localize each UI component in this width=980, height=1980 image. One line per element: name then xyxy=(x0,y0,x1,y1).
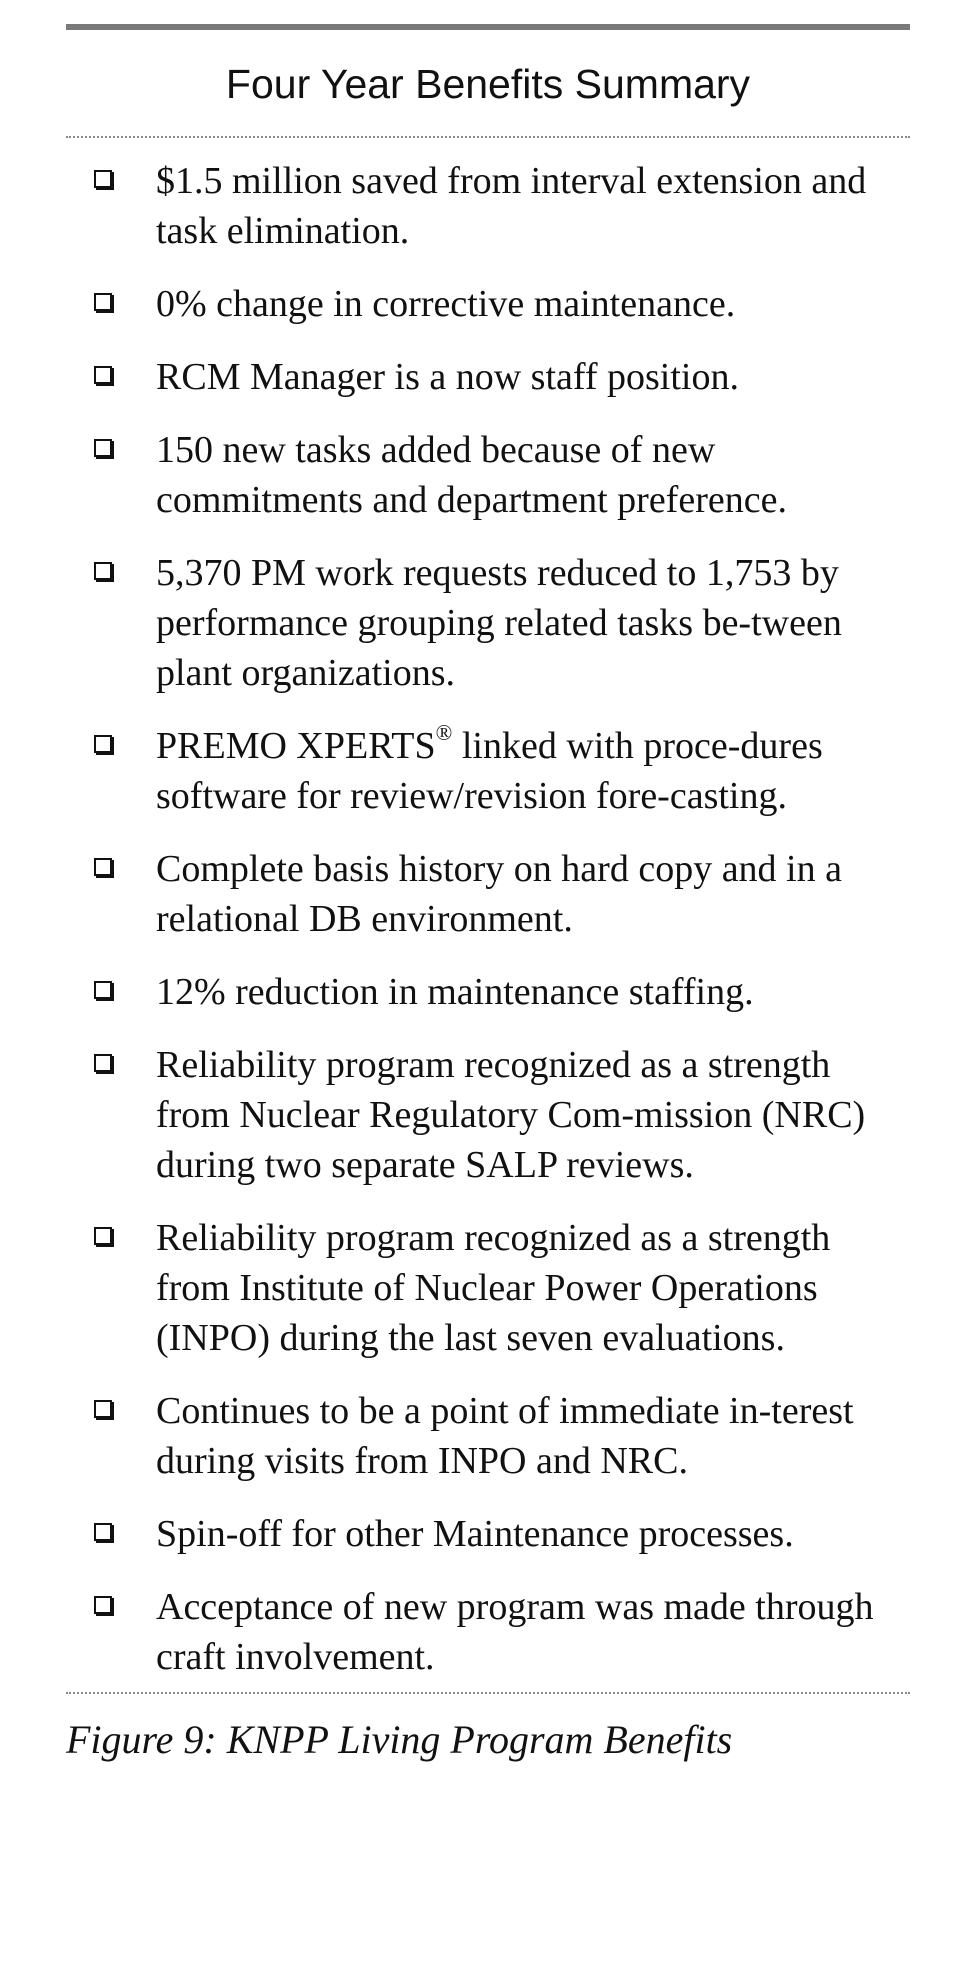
checkbox-bullet-icon xyxy=(94,1400,112,1418)
checkbox-bullet-icon xyxy=(94,439,112,457)
title-divider xyxy=(66,136,910,138)
list-item xyxy=(66,1582,910,1682)
list-item-text: Reliability program recognized as a strength from Nuclear Regulatory Com-mission (NRC) during two separate SALP reviews. xyxy=(156,1044,866,1186)
list-item xyxy=(66,1213,910,1363)
checkbox-bullet-icon xyxy=(94,1523,112,1541)
list-item-text: Continues to be a point of immediate in-terest during visits from INPO and NRC. xyxy=(156,1390,854,1482)
checkbox-bullet-icon xyxy=(94,1054,112,1072)
list-item xyxy=(66,844,910,944)
list-item-text: 5,370 PM work requests reduced to 1,753 by performance grouping related tasks be-tween plant organizations. xyxy=(156,552,842,694)
list-item xyxy=(66,352,910,402)
list-item xyxy=(66,1509,910,1559)
checkbox-bullet-icon xyxy=(94,981,112,999)
list-item-text xyxy=(156,721,896,821)
checkbox-bullet-icon xyxy=(94,858,112,876)
figure-caption: Figure 9: KNPP Living Program Benefits xyxy=(66,1717,733,1762)
list-item-text: 12% reduction in maintenance staffing. xyxy=(156,971,754,1013)
list-item-text: 0% change in corrective maintenance. xyxy=(156,283,736,325)
list-item-text: Complete basis history on hard copy and in a relational DB environment. xyxy=(156,848,842,940)
premo-xperts-rest: linked with proce-dures software for review/revision fore-casting. xyxy=(156,725,823,817)
benefits-list xyxy=(66,156,910,1682)
checkbox-bullet-icon xyxy=(94,735,112,753)
checkbox-bullet-icon xyxy=(94,170,112,188)
list-item-text: Reliability program recognized as a strength from Institute of Nuclear Power Operations (INPO) during the last seven evaluations. xyxy=(156,1217,831,1359)
checkbox-bullet-icon xyxy=(94,1596,112,1614)
top-rule xyxy=(66,24,910,30)
list-item-text: 150 new tasks added because of new commitments and department preference. xyxy=(156,429,787,521)
list-item-text: Acceptance of new program was made through craft involvement. xyxy=(156,1586,874,1678)
list-item xyxy=(66,1040,910,1190)
checkbox-bullet-icon xyxy=(94,366,112,384)
checkbox-bullet-icon xyxy=(94,1227,112,1245)
premo-xperts-label: PREMO XPERTS xyxy=(156,725,436,767)
bottom-divider xyxy=(66,1692,910,1694)
list-item xyxy=(66,156,910,256)
list-item xyxy=(66,721,910,821)
list-item xyxy=(66,425,910,525)
checkbox-bullet-icon xyxy=(94,562,112,580)
registered-mark: ® xyxy=(435,720,453,745)
list-item-text: RCM Manager is a now staff position. xyxy=(156,356,739,398)
list-item xyxy=(66,1386,910,1486)
list-item xyxy=(66,279,910,329)
list-item xyxy=(66,967,910,1017)
list-item-text: Spin-off for other Maintenance processes. xyxy=(156,1513,794,1555)
benefits-summary-box xyxy=(66,24,910,1764)
list-item-text: $1.5 million saved from interval extension and task elimination. xyxy=(156,160,867,252)
list-item xyxy=(66,548,910,698)
summary-title: Four Year Benefits Summary xyxy=(225,61,751,107)
checkbox-bullet-icon xyxy=(94,293,112,311)
